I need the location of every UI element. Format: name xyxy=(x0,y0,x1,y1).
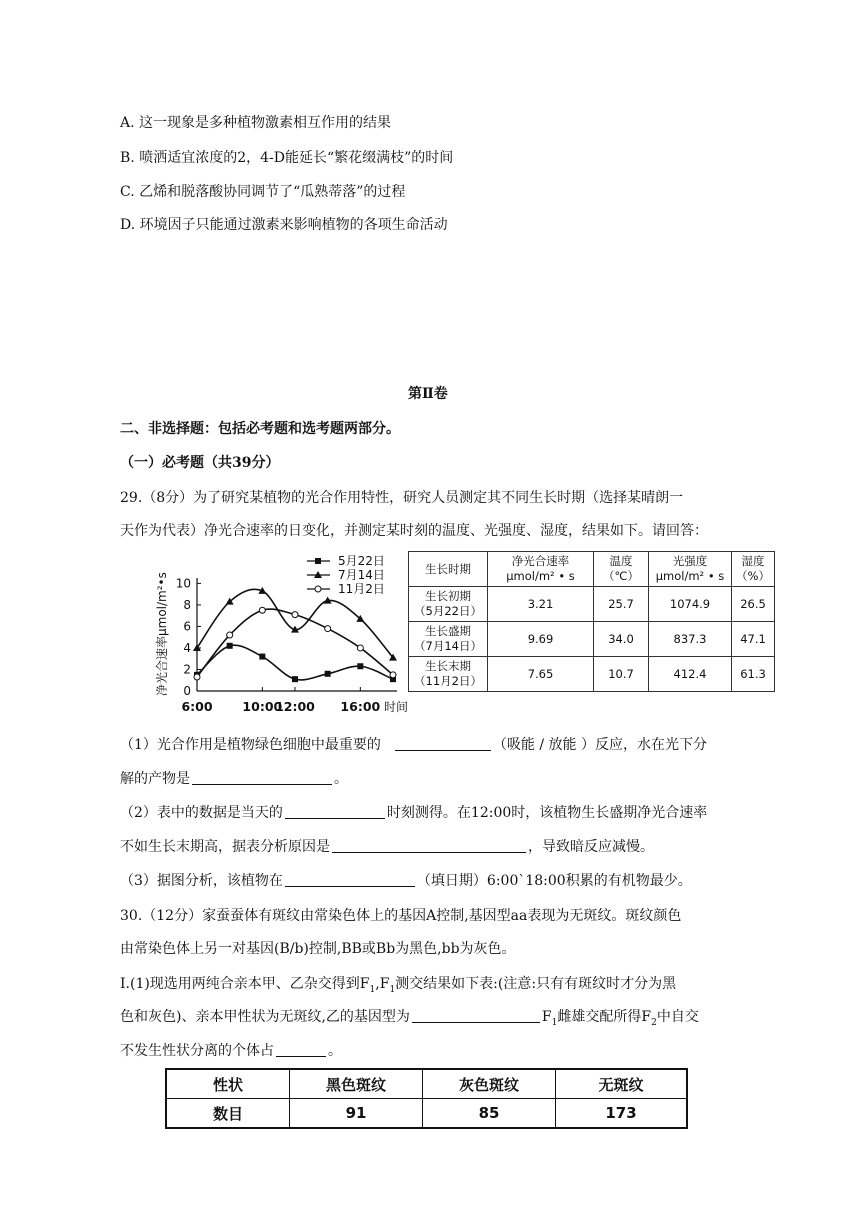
y-tick-label: 0 xyxy=(183,684,191,698)
table-cell: 837.3 xyxy=(649,622,732,657)
y-tick-label: 6 xyxy=(183,619,191,634)
x-tick-label: 16:00 xyxy=(340,699,381,714)
answer-blank[interactable] xyxy=(276,1042,326,1057)
q29-sub3: （3）据图分析，该植物在 （填日期）6:00`18:00积累的有机物最少。 xyxy=(120,873,692,889)
data-point-circle xyxy=(357,645,363,651)
table-cell: 7.65 xyxy=(488,657,594,692)
section-title: 第Ⅱ卷 xyxy=(408,386,448,402)
data-point-circle xyxy=(315,586,321,592)
table-header: 性状 xyxy=(166,1069,290,1099)
table-header: 黑色斑纹 xyxy=(290,1069,423,1099)
table-cell: 91 xyxy=(290,1099,423,1129)
table-cell: 数目 xyxy=(166,1099,290,1129)
table-cell: 26.5 xyxy=(732,587,775,622)
data-point-circle xyxy=(259,607,265,613)
option-d: D. 环境因子只能通过激素来影响植物的各项生命活动 xyxy=(120,217,448,233)
q30-line3: Ⅰ.(1)现选用两纯合亲本甲、乙杂交得到$F_1,F_1$测交结果如下表:(注意:只有有斑纹时才分为黑 xyxy=(120,976,677,995)
table-header: 温度 （℃） xyxy=(594,552,649,587)
x-tick-label: 6:00 xyxy=(181,699,213,714)
answer-blank[interactable] xyxy=(395,736,491,751)
table-cell: 25.7 xyxy=(594,587,649,622)
table-cell: 85 xyxy=(423,1099,556,1129)
q29-sub2-line2: 不如生长末期高，据表分析原因是 ，导致暗反应减慢。 xyxy=(120,839,654,855)
x-tick-label: 10:00 xyxy=(242,699,283,714)
q29-sub1-line2: 解的产物是 。 xyxy=(120,771,348,787)
answer-blank[interactable] xyxy=(412,1008,540,1023)
table-row xyxy=(409,622,775,657)
answer-blank[interactable] xyxy=(332,838,526,853)
table-cell: 61.3 xyxy=(732,657,775,692)
y-tick-label: 4 xyxy=(183,640,191,655)
legend-label: 11月2日 xyxy=(338,582,385,596)
table-cell: 1074.9 xyxy=(649,587,732,622)
table-cell: 34.0 xyxy=(594,622,649,657)
data-point-circle xyxy=(292,612,298,618)
table-header-row xyxy=(409,552,775,587)
x-axis-label: 时间 xyxy=(384,700,409,714)
data-point-square xyxy=(357,663,363,669)
table-header: 净光合速率 μmol/m² • s xyxy=(488,552,594,587)
y-tick-label: 8 xyxy=(183,597,191,612)
x-tick-label: 12:00 xyxy=(275,699,315,714)
q29-line2: 天作为代表）净光合速率的日变化，并测定某时刻的温度、光强度、湿度，结果如下。请回答： xyxy=(120,523,708,539)
table-header: 生长时期 xyxy=(409,552,488,587)
table-cell: 生长末期 （11月2日） xyxy=(409,657,488,692)
data-point-circle xyxy=(194,674,200,680)
table-cell: 生长盛期 （7月14日） xyxy=(409,622,488,657)
option-c: C. 乙烯和脱落酸协同调节了“瓜熟蒂落”的过程 xyxy=(120,184,406,200)
option-a: A. 这一现象是多种植物激素相互作用的结果 xyxy=(120,115,392,131)
y-tick-label: 10 xyxy=(175,576,191,591)
table-header: 湿度 （%） xyxy=(732,552,775,587)
table-cell: 3.21 xyxy=(488,587,594,622)
data-point-circle xyxy=(390,672,396,678)
legend-label: 7月14日 xyxy=(338,568,385,582)
line-chart xyxy=(150,550,410,720)
data-point-square xyxy=(315,558,321,564)
table-row xyxy=(409,657,775,692)
q30-line1: 30.（12分）家蚕蚕体有斑纹由常染色体上的基因A控制,基因型aa表现为无斑纹。斑纹颜色 xyxy=(120,908,682,924)
q29-sub2-line1: （2）表中的数据是当天的 时刻测得。在12:00时，该植物生长盛期净光合速率 xyxy=(120,805,708,821)
required-heading: （一）必考题（共39分） xyxy=(120,455,280,471)
data-point-square xyxy=(259,654,265,660)
q30-line5: 不发生性状分离的个体占 。 xyxy=(120,1043,342,1059)
table-header: 灰色斑纹 xyxy=(423,1069,556,1099)
table-row xyxy=(166,1099,687,1129)
answer-blank[interactable] xyxy=(285,804,385,819)
y-tick-label: 2 xyxy=(183,662,191,677)
answer-blank[interactable] xyxy=(192,770,332,785)
chart-series xyxy=(193,587,397,682)
table-cell: 47.1 xyxy=(732,622,775,657)
data-table xyxy=(408,551,775,692)
option-b: B. 喷洒适宜浓度的2，4-D能延长“繁花缀满枝”的时间 xyxy=(120,150,454,166)
q29-sub1-line1: （1）光合作用是植物绿色细胞中最重要的 （吸能 / 放能 ）反应，水在光下分 xyxy=(120,737,707,753)
table-cell: 173 xyxy=(556,1099,688,1129)
table-header-row xyxy=(166,1069,687,1099)
q30-line4: 色和灰色)、亲本甲性状为无斑纹,乙的基因型为 $F_1$雌雄交配所得$F_2$中自交 xyxy=(120,1009,699,1028)
data-point-circle xyxy=(325,626,331,632)
q29-line1: 29.（8分）为了研究某植物的光合作用特性，研究人员测定其不同生长时期（选择某晴朗一 xyxy=(120,490,684,506)
chart-legend xyxy=(307,554,385,596)
y-axis-label: 净光合速率μmol/m²•s xyxy=(155,572,169,696)
data-point-circle xyxy=(227,632,233,638)
table-cell: 9.69 xyxy=(488,622,594,657)
table-cell: 412.4 xyxy=(649,657,732,692)
answer-blank[interactable] xyxy=(285,872,415,887)
table-cell: 10.7 xyxy=(594,657,649,692)
data-point-square xyxy=(227,643,233,649)
table-header: 无斑纹 xyxy=(556,1069,688,1099)
table-cell: 生长初期 （5月22日） xyxy=(409,587,488,622)
data-point-square xyxy=(325,671,331,677)
q30-line2: 由常染色体上另一对基因(B/b)控制,BB或Bb为黑色,bb为灰色。 xyxy=(120,941,516,957)
trait-table xyxy=(165,1068,688,1129)
data-point-square xyxy=(292,676,298,682)
table-row xyxy=(409,587,775,622)
table-header: 光强度 μmol/m² • s xyxy=(649,552,732,587)
part-heading: 二、非选择题：包括必考题和选考题两部分。 xyxy=(120,421,400,437)
legend-label: 5月22日 xyxy=(338,554,385,568)
